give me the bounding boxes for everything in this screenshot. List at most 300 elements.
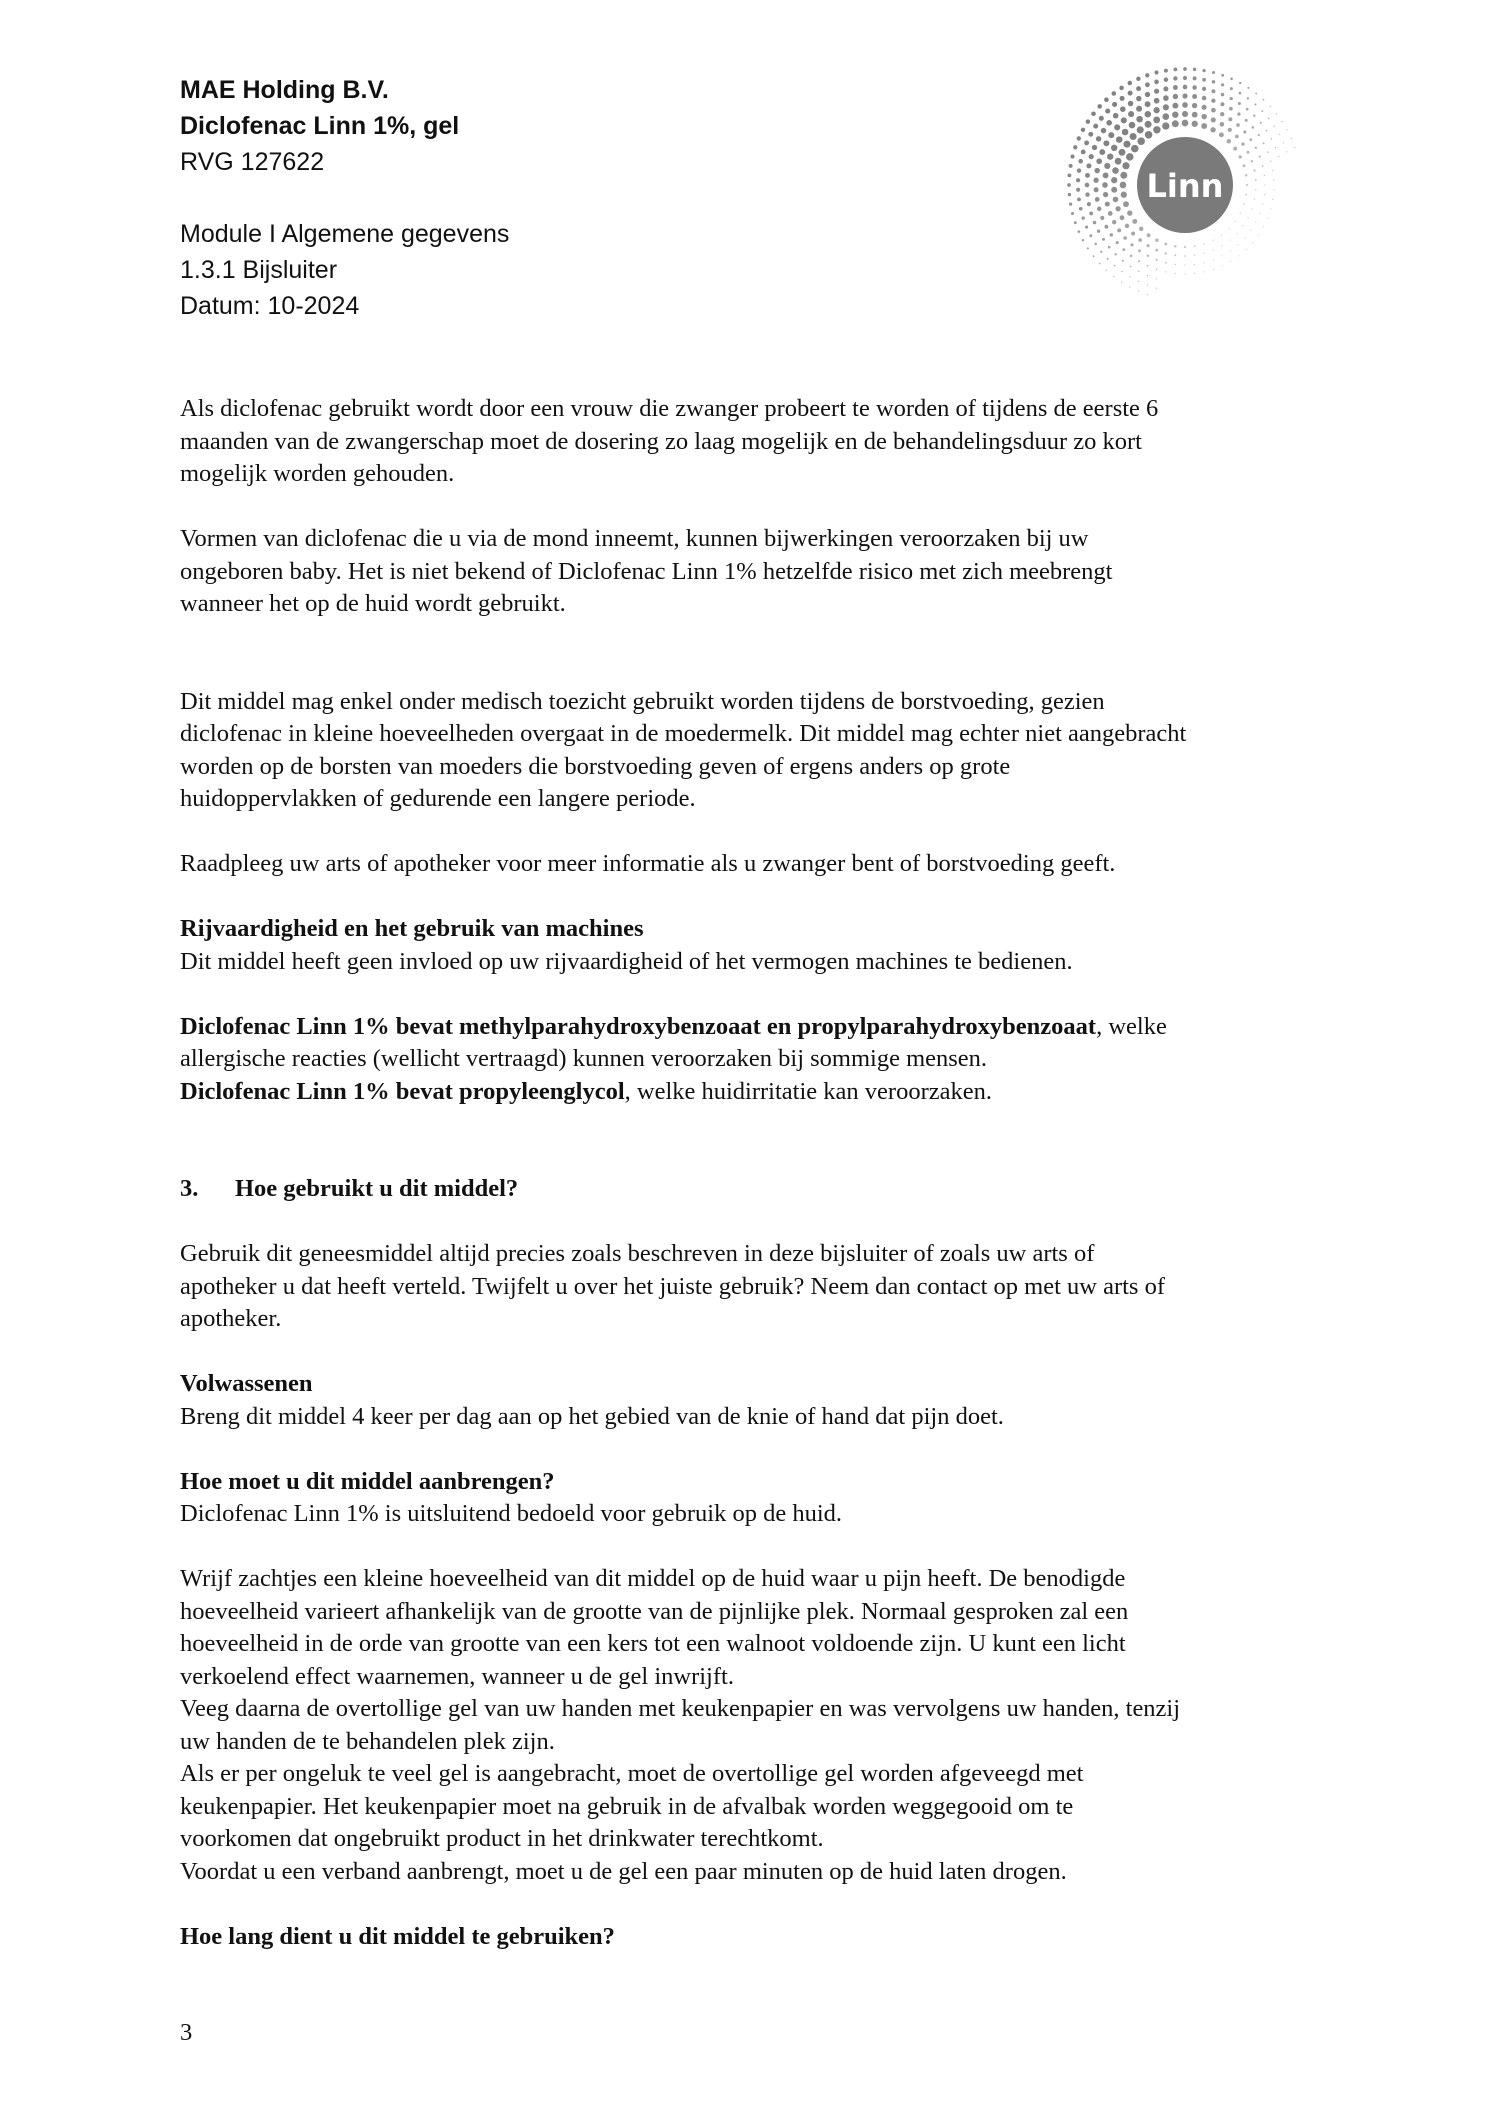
logo-dot [1270, 208, 1271, 209]
logo-dot [1085, 183, 1090, 188]
logo-dot [1247, 151, 1250, 154]
logo-dot [1154, 70, 1158, 74]
logo-dot [1081, 128, 1085, 132]
pregnancy-paragraph-line: Als diclofenac gebruikt wordt door een vrouw die zwanger probeert te worden of tijdens de eerste 6 [180, 395, 1159, 422]
logo-dot [1276, 113, 1277, 114]
logo-dot [1147, 255, 1149, 257]
logo-dot [1086, 119, 1091, 124]
logo-dot [1145, 73, 1149, 77]
logo-dot [1194, 273, 1195, 274]
logo-dot [1099, 149, 1105, 155]
logo-dot [1107, 258, 1109, 260]
logo-dot [1236, 123, 1240, 127]
logo-dot [1084, 140, 1089, 145]
logo-dot [1156, 259, 1158, 261]
logo-dot [1294, 147, 1295, 148]
logo-dot [1069, 164, 1073, 168]
logo-dot [1274, 125, 1275, 126]
logo-dot [1104, 163, 1110, 169]
logo-dot [1230, 87, 1233, 90]
logo-dot [1067, 183, 1071, 187]
logo-dot [1120, 106, 1126, 112]
logo-dot [1220, 102, 1224, 106]
excipients-line [180, 1011, 1340, 1044]
leaflet-body [180, 393, 1340, 1953]
logo-dot [1138, 260, 1140, 262]
logo-dot [1202, 105, 1207, 110]
module-title: Module I Algemene gegevens [180, 220, 510, 248]
section-3-title: Hoe gebruikt u dit middel? [235, 1175, 519, 1202]
logo-dot [1221, 93, 1225, 97]
logo-dot [1279, 134, 1280, 135]
logo-dot [1283, 142, 1284, 143]
logo-dot [1123, 141, 1130, 148]
logo-dot [1246, 108, 1249, 111]
logo-dot [1115, 158, 1122, 165]
logo-dot [1201, 114, 1206, 119]
logo-dot [1251, 126, 1254, 129]
logo-dot [1173, 94, 1178, 99]
logo-dot [1192, 103, 1197, 108]
logo-dot [1230, 97, 1233, 100]
logo-dot [1131, 145, 1139, 153]
logo-dot [1202, 69, 1205, 72]
logo-dot [1138, 291, 1139, 292]
logo-dot [1229, 107, 1233, 111]
logo-dot [1092, 145, 1097, 150]
logo-dot [1182, 111, 1188, 117]
logo-dot [1164, 77, 1169, 82]
logo-dot [1126, 153, 1133, 160]
logo-dot [1145, 131, 1153, 139]
logo-dot [1120, 172, 1127, 179]
logo-dot [1259, 156, 1261, 158]
logo-dot [1192, 112, 1198, 118]
logo-dot [1155, 249, 1158, 252]
excipients-text: , welke huidirritatie kan veroorzaken. [624, 1077, 992, 1105]
logo-dot [1264, 175, 1265, 176]
linn-logo [1050, 40, 1320, 310]
logo-dot [1222, 255, 1223, 256]
logo-dot [1132, 219, 1137, 224]
logo-dot [1114, 265, 1116, 267]
logo-dot [1228, 128, 1232, 132]
logo-dot [1172, 103, 1178, 109]
logo-dot [1164, 69, 1168, 73]
logo-dot [1136, 77, 1140, 81]
logo-dot [1194, 255, 1195, 256]
logo-dot [1182, 102, 1188, 108]
logo-dot [1202, 78, 1206, 82]
application-paragraph-line: Als er per ongeluk te veel gel is aangebracht, moet de overtollige gel worden afgeveegd met [180, 1760, 1084, 1787]
logo-dot [1211, 89, 1215, 93]
logo-dot [1113, 113, 1119, 119]
oral-forms-paragraph-line: ongeboren baby. Het is niet bekend of Diclofenac Linn 1% hetzelfde risico met zich meebrengt [180, 557, 1113, 585]
logo-dot [1103, 140, 1109, 146]
logo-dot [1121, 271, 1122, 272]
logo-dot [1247, 217, 1248, 218]
oral-forms-paragraph-line: Vormen van diclofenac die u via de mond inneemt, kunnen bijwerkingen veroorzaken bij uw [180, 525, 1089, 552]
logo-dot [1119, 149, 1126, 156]
logo-dot [1220, 122, 1225, 127]
logo-dot [1093, 255, 1095, 257]
logo-dot [1184, 255, 1186, 257]
logo-dot [1242, 225, 1243, 226]
logo-dot [1172, 120, 1179, 127]
logo-dot [1212, 240, 1213, 241]
logo-dot [1093, 178, 1098, 183]
consult-doctor-text: Raadpleeg uw arts of apotheker voor meer informatie als u zwanger bent of borstvoeding geeft. [180, 850, 1116, 877]
logo-dot [1229, 240, 1230, 241]
logo-dot [1230, 78, 1233, 81]
logo-dot [1255, 179, 1257, 181]
logo-dot [1252, 242, 1253, 243]
logo-dot [1245, 119, 1248, 122]
logo-dot [1219, 132, 1224, 137]
application-paragraph-line: keukenpapier. Het keukenpapier moet na gebruik in de afvalbak worden weggegooid om te [180, 1792, 1074, 1820]
logo-dot [1120, 182, 1127, 189]
logo-dot [1162, 122, 1169, 129]
logo-dot [1221, 245, 1222, 246]
usage-paragraph-line: apotheker. [180, 1305, 282, 1332]
logo-dot [1128, 111, 1134, 117]
logo-dot [1102, 182, 1108, 188]
logo-dot [1145, 92, 1150, 97]
logo-dot [1246, 249, 1247, 250]
logo-dot [1237, 244, 1238, 245]
logo-dot [1253, 115, 1255, 117]
logo-dot [1282, 121, 1283, 122]
logo-dot [1112, 167, 1119, 174]
logo-dot [1261, 110, 1263, 112]
logo-dot [1074, 221, 1077, 224]
logo-dot [1106, 270, 1107, 271]
logo-wordmark: Linn [1146, 167, 1224, 205]
logo-dot [1272, 199, 1273, 200]
logo-dot [1204, 271, 1205, 272]
logo-dot [1203, 243, 1205, 245]
logo-dot [1130, 276, 1131, 277]
application-paragraph-line: hoeveelheid in de orde van grootte van een kers tot een walnoot voldoende zijn. U kunt een licht [180, 1630, 1126, 1657]
logo-dot [1082, 239, 1084, 241]
logo-dot [1147, 294, 1148, 295]
logo-dot [1251, 208, 1252, 209]
logo-dot [1154, 98, 1160, 104]
logo-dot [1192, 121, 1198, 127]
logo-dot [1243, 203, 1245, 205]
logo-dot [1162, 113, 1169, 120]
logo-dot [1094, 168, 1100, 174]
section-3-heading [180, 1173, 1340, 1206]
logo-dot [1112, 102, 1117, 107]
logo-dot [1270, 161, 1271, 162]
logo-dot [1145, 111, 1151, 117]
logo-dot [1192, 85, 1196, 89]
logo-dot [1286, 151, 1287, 152]
logo-dot [1221, 235, 1222, 236]
logo-dot [1129, 286, 1130, 287]
logo-dot [1221, 83, 1224, 86]
duration-heading: Hoe lang dient u dit middel te gebruiken? [180, 1922, 615, 1950]
logo-dot [1243, 130, 1246, 133]
logo-dot [1255, 189, 1256, 190]
logo-dot [1183, 76, 1187, 80]
logo-dot [1123, 201, 1129, 207]
logo-dot [1184, 264, 1185, 265]
logo-dot [1270, 106, 1271, 107]
logo-dot [1087, 202, 1091, 206]
breastfeeding-paragraph-line: diclofenac in kleine hoeveelheden overgaat in de moedermelk. Dit middel mag echter niet aangebracht [180, 720, 1187, 747]
logo-dot [1128, 101, 1134, 107]
logo-dot [1104, 97, 1109, 102]
pregnancy-paragraph-line: maanden van de zwangerschap moet de dosering zo laag mogelijk en de behandelingsduur zo kort [180, 427, 1142, 455]
logo-dot [1147, 275, 1148, 276]
logo-dot [1164, 243, 1167, 246]
application-paragraph-line: uw handen de te behandelen plek zijn. [180, 1727, 555, 1755]
logo-dot [1156, 288, 1157, 289]
logo-dot [1273, 180, 1274, 181]
logo-dot [1108, 211, 1113, 216]
logo-dot [1122, 162, 1129, 169]
logo-dot [1253, 170, 1255, 172]
logo-dot [1077, 168, 1081, 172]
logo-dot [1104, 225, 1108, 229]
logo-dot [1130, 243, 1133, 246]
logo-dot [1107, 153, 1113, 159]
logo-dot [1110, 233, 1114, 237]
excipients-line: allergische reacties (wellicht vertraagd) kunnen veroorzaken bij sommige mensen. [180, 1045, 988, 1072]
logo-dot [1115, 206, 1120, 211]
logo-dot [1099, 263, 1101, 265]
logo-dot [1260, 122, 1262, 124]
logo-dot [1286, 129, 1287, 130]
logo-dot [1156, 269, 1157, 270]
logo-dot [1155, 238, 1158, 241]
logo-dot [1128, 91, 1133, 96]
logo-dot [1089, 234, 1092, 237]
logo-dot [1077, 197, 1081, 201]
logo-dot [1233, 147, 1237, 151]
application-paragraph-line: voorkomen dat ongebruikt product in het drinkwater terechtkomt. [180, 1825, 824, 1852]
logo-dot [1121, 192, 1127, 198]
logo-dot [1163, 95, 1169, 101]
logo-dot [1128, 81, 1132, 85]
company-name: MAE Holding B.V. [180, 76, 389, 104]
logo-dot [1245, 194, 1247, 196]
logo-dot [1194, 264, 1195, 265]
logo-dot [1262, 165, 1264, 167]
excipients-line [180, 1076, 1340, 1109]
application-paragraph-line: Voordat u een verband aanbrengt, moet u de gel een paar minuten op de huid laten drogen. [180, 1857, 1067, 1885]
logo-dot [1096, 158, 1102, 164]
logo-dot [1129, 122, 1136, 129]
logo-dot [1105, 109, 1110, 114]
product-name: Diclofenac Linn 1%, gel [180, 112, 460, 140]
logo-dot [1263, 226, 1264, 227]
logo-dot [1192, 94, 1197, 99]
logo-dot [1103, 192, 1108, 197]
logo-dot [1267, 151, 1269, 153]
logo-dot [1130, 266, 1132, 268]
logo-dot [1113, 276, 1114, 277]
rvg-number: RVG 127622 [180, 148, 325, 176]
logo-dot [1086, 163, 1091, 168]
logo-dot [1116, 241, 1119, 244]
logo-dot [1085, 173, 1090, 178]
logo-dot [1259, 213, 1260, 214]
logo-dot [1097, 207, 1101, 211]
logo-dot [1147, 233, 1151, 237]
logo-dot [1239, 92, 1242, 95]
logo-dot [1085, 226, 1088, 229]
logo-dot [1085, 192, 1089, 196]
logo-dot [1204, 262, 1205, 263]
logo-dot [1238, 155, 1241, 158]
logo-dot [1254, 103, 1256, 105]
logo-dot [1081, 150, 1086, 155]
logo-dot [1173, 67, 1177, 71]
logo-dot [1262, 204, 1263, 205]
logo-dot [1174, 245, 1177, 248]
logo-dot [1243, 164, 1246, 167]
logo-dot [1136, 116, 1143, 123]
logo-dot [1108, 246, 1111, 249]
logo-dot [1245, 174, 1248, 177]
logo-dot [1255, 147, 1257, 149]
logo-dot [1125, 224, 1129, 228]
logo-dot [1267, 217, 1268, 218]
logo-dot [1175, 264, 1176, 265]
logo-dot [1127, 210, 1132, 215]
logo-dot [1244, 237, 1245, 238]
logo-dot [1111, 145, 1117, 151]
logo-dot [1070, 154, 1074, 158]
logo-dot [1163, 104, 1169, 110]
logo-dot [1241, 142, 1244, 145]
logo-dot [1120, 215, 1125, 220]
logo-dot [1258, 134, 1260, 136]
logo-dot [1227, 139, 1231, 143]
pregnancy-paragraph-line: mogelijk worden gehouden. [180, 460, 455, 487]
logo-dot [1147, 285, 1148, 286]
logo-dot [1201, 123, 1207, 129]
logo-dot [1096, 136, 1101, 141]
logo-dot [1222, 265, 1223, 266]
logo-dot [1250, 230, 1251, 231]
logo-dot [1255, 93, 1257, 95]
application-paragraph-line: verkoelend effect waarnemen, wanneer u de gel inwrijft. [180, 1662, 734, 1690]
document-date: Datum: 10-2024 [180, 292, 360, 320]
logo-dot [1102, 238, 1105, 241]
logo-dot [1113, 197, 1119, 203]
logo-dot [1291, 138, 1292, 139]
breastfeeding-paragraph-line: huidoppervlakken of gedurende een langere periode. [180, 785, 696, 812]
logo-dot [1131, 232, 1135, 236]
logo-dot [1246, 184, 1248, 186]
logo-dot [1145, 101, 1151, 107]
logo-dot [1088, 132, 1093, 137]
logo-dot [1120, 96, 1125, 101]
breastfeeding-paragraph-line: Dit middel mag enkel onder medisch toezicht gebruikt worden tijdens de borstvoeding, gezien [180, 687, 1105, 715]
logo-dot [1235, 221, 1236, 222]
logo-dot [1106, 120, 1112, 126]
logo-dot [1230, 250, 1231, 251]
logo-dot [1249, 138, 1252, 141]
logo-dot [1138, 238, 1142, 242]
logo-dot [1145, 121, 1152, 128]
logo-dot [1079, 207, 1083, 211]
logo-dot [1099, 116, 1104, 121]
logo-dot [1123, 236, 1127, 240]
logo-dot [1212, 80, 1215, 83]
logo-dot [1202, 96, 1207, 101]
logo-dot [1173, 76, 1177, 80]
driving-heading: Rijvaardigheid en het gebruik van machines [180, 915, 644, 942]
application-paragraph-line: hoeveelheid varieert afhankelijk van de grootte van de pijnlijke plek. Normaal gesproken zal een [180, 1597, 1129, 1625]
logo-dot [1069, 202, 1072, 205]
logo-dot [1165, 271, 1166, 272]
logo-dot [1210, 127, 1215, 132]
logo-dot [1165, 262, 1167, 264]
logo-dot [1101, 128, 1107, 134]
logo-dot [1183, 67, 1187, 71]
logo-dot [1117, 228, 1121, 232]
logo-dot [1238, 255, 1239, 256]
logo-dot [1236, 233, 1237, 234]
logo-dot [1112, 220, 1116, 224]
logo-dot [1093, 124, 1098, 129]
logo-dot [1097, 104, 1102, 109]
logo-dot [1105, 202, 1110, 207]
logo-dot [1094, 187, 1099, 192]
logo-dot [1112, 91, 1117, 96]
logo-dot [1139, 227, 1143, 231]
logo-dot [1263, 99, 1265, 101]
logo-dot [1122, 129, 1129, 136]
logo-dot [1228, 117, 1232, 121]
section-title: 1.3.1 Bijsluiter [180, 256, 338, 284]
logo-dot [1172, 111, 1178, 117]
logo-dot [1095, 197, 1100, 202]
logo-dot [1137, 126, 1144, 133]
logo-dot [1230, 261, 1231, 262]
logo-dot [1263, 142, 1265, 144]
logo-dot [1067, 173, 1071, 177]
logo-dot [1183, 85, 1188, 90]
logo-dot [1094, 243, 1097, 246]
logo-dot [1237, 112, 1240, 115]
breastfeeding-paragraph-line: worden op de borsten van moeders die borstvoeding geven of ergens anders op grote [180, 752, 1011, 780]
logo-dot [1264, 194, 1265, 195]
logo-dot [1071, 212, 1074, 215]
logo-dot [1202, 87, 1206, 91]
logo-dot [1147, 244, 1150, 247]
logo-dot [1076, 188, 1080, 192]
logo-dot [1272, 170, 1273, 171]
logo-dot [1213, 259, 1214, 260]
logo-dot [1184, 273, 1185, 274]
logo-dot [1089, 211, 1093, 215]
logo-dot [1137, 137, 1145, 145]
oral-forms-paragraph-line: wanneer het op de huid wordt gebruikt. [180, 590, 566, 617]
logo-dot [1156, 278, 1157, 279]
excipients-text: , welke [1096, 1012, 1167, 1040]
logo-dot [1264, 184, 1265, 185]
logo-dot [1212, 71, 1215, 74]
logo-dot [1138, 271, 1139, 272]
logo-dot [1076, 178, 1080, 182]
usage-paragraph-line: Gebruik dit geneesmiddel altijd precies zoals beschreven in deze bijsluiter of zoals uw arts of [180, 1240, 1095, 1267]
